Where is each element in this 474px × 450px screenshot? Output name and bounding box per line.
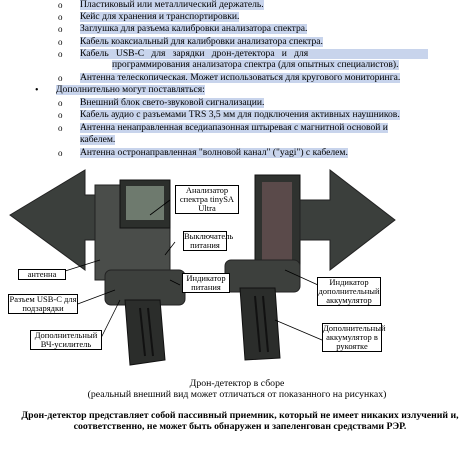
left-analyzer-screen bbox=[126, 186, 164, 220]
list-bullet: o bbox=[58, 98, 63, 108]
label-amp: Дополнительный ВЧ-усилитель bbox=[30, 330, 102, 350]
list-bullet: o bbox=[58, 123, 63, 133]
description-paragraph: Дрон-детектор представляет собой пассивный приемник, который не имеет никаких излучений и, соответственно, не может быть обнаружен и запеленгован средствами РЭР. bbox=[21, 410, 459, 432]
right-antenna-arrow bbox=[300, 170, 395, 270]
list-item: Антенна остронаправленная "волновой канал" ("yagi") с кабелем. bbox=[80, 147, 348, 158]
right-analyzer-fin bbox=[262, 182, 292, 262]
drone-detector-figure bbox=[0, 160, 474, 375]
label-switch: Выключатель питания bbox=[184, 231, 234, 250]
list-item: Кейс для хранения и транспортировки. bbox=[80, 11, 240, 22]
list-bullet: • bbox=[35, 85, 39, 96]
list-bullet: o bbox=[58, 148, 63, 158]
list-bullet: o bbox=[58, 37, 63, 47]
label-usb: Разъем USB-C для подзарядки bbox=[9, 294, 77, 313]
label-antenna: антенна bbox=[18, 269, 66, 280]
list-bullet: o bbox=[58, 110, 63, 120]
figure-caption-title: Дрон-детектор в сборе bbox=[189, 378, 285, 389]
list-item: кабелем. bbox=[80, 134, 116, 145]
label-acc-indicator: Индикатор дополнительный аккумулятор bbox=[318, 277, 380, 305]
list-item: Пластиковый или металлический держатель. bbox=[80, 0, 264, 10]
label-power-indicator: Индикатор питания bbox=[182, 273, 230, 293]
list-item: Внешний блок свето-звуковой сигнализации. bbox=[80, 97, 265, 108]
label-analyzer: Анализатор спектра tinySA Ultra bbox=[175, 185, 239, 214]
list-item: Кабель коаксиальный для калибровки анализатора спектра. bbox=[80, 36, 323, 47]
list-bullet: o bbox=[58, 73, 63, 83]
list-item: программирования анализатора спектра (для опытных специалистов). bbox=[112, 59, 399, 70]
list-item: Антенна ненаправленная вседиапазонная штыревая с магнитной основой и bbox=[80, 122, 388, 133]
figure-caption-note: (реальный внешний вид может отличаться от показанного на рисунках) bbox=[87, 389, 387, 400]
list-item: Кабель USB-C для зарядки дрон-детектора и для bbox=[80, 49, 428, 59]
list-bullet: o bbox=[58, 24, 63, 34]
list-item: Антенна телескопическая. Может использоваться для кругового мониторинга. bbox=[80, 72, 401, 83]
list-item: Кабель аудио с разъемами TRS 3,5 мм для подключения активных наушников. bbox=[80, 109, 400, 120]
list-bullet: o bbox=[58, 12, 63, 22]
label-acc-handle: Дополнительный аккумулятор в рукоятке bbox=[323, 323, 386, 351]
list-item: Дополнительно могут поставляться: bbox=[56, 84, 205, 95]
list-bullet: o bbox=[58, 49, 63, 59]
list-item: Заглушка для разъема калибровки анализатора спектра. bbox=[80, 23, 308, 34]
list-bullet: o bbox=[58, 0, 63, 10]
right-base bbox=[225, 260, 300, 292]
